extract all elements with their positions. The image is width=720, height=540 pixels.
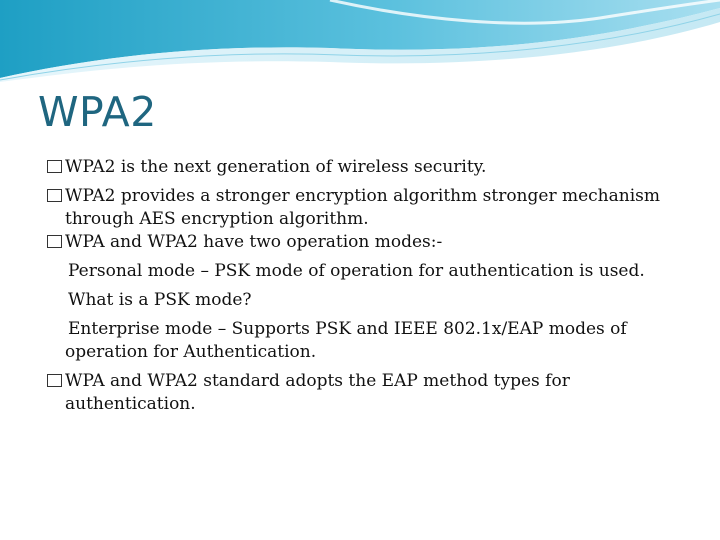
bullet-box-icon [47, 235, 62, 248]
bullet-line: WPA and WPA2 have two operation modes:- [47, 231, 687, 254]
sub-line: Enterprise mode – Supports PSK and IEEE 802.1x/EAP modes of [68, 318, 627, 339]
bullet-continuation: through AES encryption algorithm. [65, 209, 369, 230]
bullet-box-icon [47, 374, 62, 387]
sub-line: What is a PSK mode? [68, 289, 252, 310]
bullet-line: WPA2 provides a stronger encryption algorithm stronger mechanism [47, 185, 687, 208]
header-wave-decoration [0, 0, 720, 90]
bullet-box-icon [47, 160, 62, 173]
bullet-line: WPA2 is the next generation of wireless security. [47, 156, 687, 179]
bullet-box-icon [47, 189, 62, 202]
slide-body [47, 156, 687, 416]
bullet-line: WPA and WPA2 standard adopts the EAP method types for [47, 370, 687, 393]
sub-line: Personal mode – PSK mode of operation for authentication is used. [68, 261, 645, 282]
bullet-continuation: authentication. [65, 394, 196, 415]
slide-title: WPA2 [38, 88, 157, 136]
sub-continuation: operation for Authentication. [65, 342, 317, 363]
